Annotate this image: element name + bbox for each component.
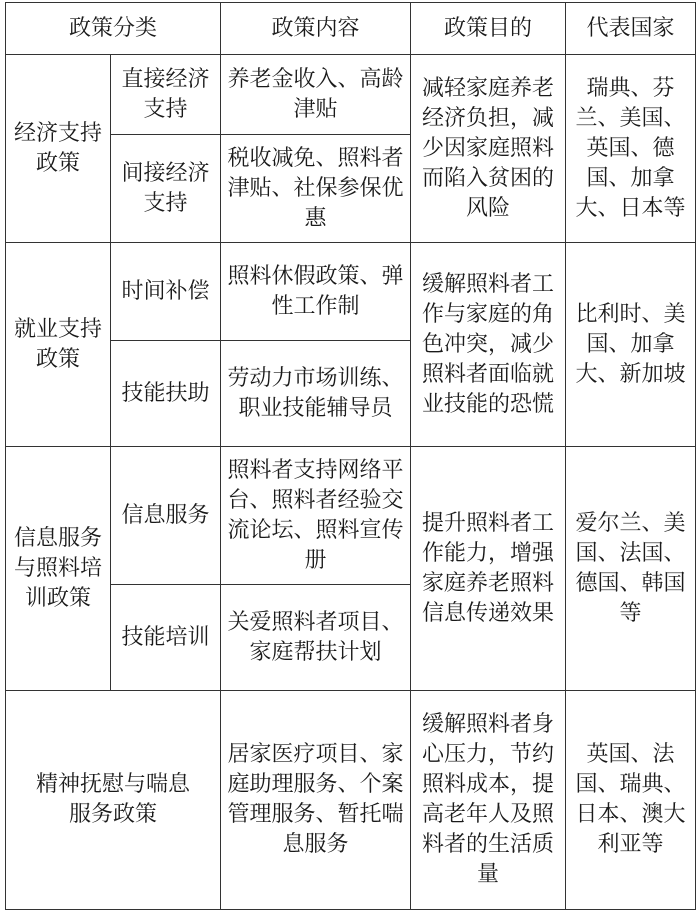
content-cell: 关爱照料者项目、家庭帮扶计划	[221, 585, 411, 691]
countries-cell: 比利时、美国、加拿大、新加坡	[566, 243, 696, 447]
subcategory-cell: 间接经济支持	[111, 135, 221, 243]
subcategory-cell: 技能培训	[111, 585, 221, 691]
content-cell: 养老金收入、高龄津贴	[221, 55, 411, 135]
header-content: 政策内容	[221, 3, 411, 55]
purpose-cell: 缓解照料者工作与家庭的角色冲突，减少照料者面临就业技能的恐慌	[411, 243, 566, 447]
subcategory-cell: 信息服务	[111, 447, 221, 585]
content-cell: 照料者支持网络平台、照料者经验交流论坛、照料宣传册	[221, 447, 411, 585]
category-cell: 经济支持政策	[6, 55, 111, 243]
purpose-cell: 提升照料者工作能力，增强家庭养老照料信息传递效果	[411, 447, 566, 691]
subcategory-cell: 直接经济支持	[111, 55, 221, 135]
category-cell: 精神抚慰与喘息服务政策	[6, 691, 221, 910]
countries-cell: 英国、法国、瑞典、日本、澳大利亚等	[566, 691, 696, 910]
content-cell: 照料休假政策、弹性工作制	[221, 243, 411, 341]
header-category: 政策分类	[6, 3, 221, 55]
content-cell: 居家医疗项目、家庭助理服务、个案管理服务、暂托喘息服务	[221, 691, 411, 910]
category-cell: 信息服务与照料培训政策	[6, 447, 111, 691]
category-cell: 就业支持政策	[6, 243, 111, 447]
table-row	[6, 55, 696, 135]
subcategory-cell: 技能扶助	[111, 341, 221, 447]
header-row	[6, 3, 696, 55]
countries-cell: 瑞典、芬兰、美国、英国、德国、加拿大、日本等	[566, 55, 696, 243]
table-row	[6, 243, 696, 341]
policy-table	[5, 2, 696, 910]
header-purpose: 政策目的	[411, 3, 566, 55]
purpose-cell: 减轻家庭养老经济负担，减少因家庭照料而陷入贫困的风险	[411, 55, 566, 243]
table-row	[6, 447, 696, 585]
countries-cell: 爱尔兰、美国、法国、德国、韩国等	[566, 447, 696, 691]
subcategory-cell: 时间补偿	[111, 243, 221, 341]
content-cell: 劳动力市场训练、职业技能辅导员	[221, 341, 411, 447]
table-row	[6, 691, 696, 910]
purpose-cell: 缓解照料者身心压力，节约照料成本，提高老年人及照料者的生活质量	[411, 691, 566, 910]
header-countries: 代表国家	[566, 3, 696, 55]
content-cell: 税收减免、照料者津贴、社保参保优惠	[221, 135, 411, 243]
